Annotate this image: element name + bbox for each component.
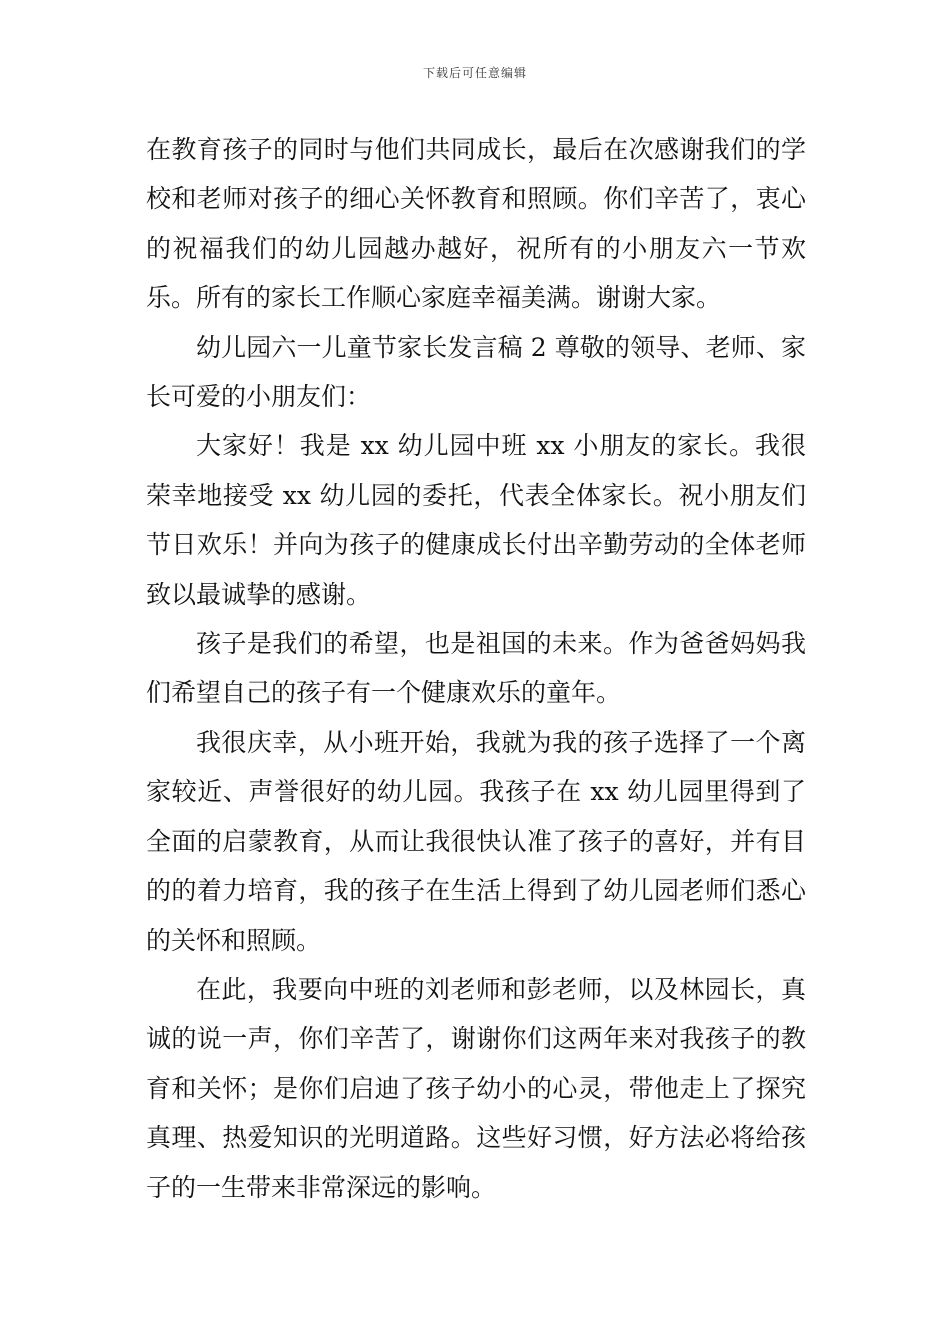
paragraph-speech-title: 幼儿园六一儿童节家长发言稿 2 尊敬的领导、老师、家长可爱的小朋友们： bbox=[146, 332, 806, 412]
paragraph-hope: 孩子是我们的希望，也是祖国的未来。作为爸爸妈妈我们希望自己的孩子有一个健康欢乐的童年。 bbox=[146, 629, 806, 708]
page-header: 下载后可任意编辑 bbox=[422, 66, 527, 80]
document-body bbox=[146, 125, 806, 1212]
paragraph-greeting: 大家好！我是 xx 幼儿园中班 xx 小朋友的家长。我很荣幸地接受 xx 幼儿园的委托，代表全体家长。祝小朋友们节日欢乐！并向为孩子的健康成长付出辛勤劳动的全体老师致以最诚挚的感谢。 bbox=[146, 431, 806, 609]
paragraph-thanks-teachers: 在此，我要向中班的刘老师和彭老师，以及林园长，真诚的说一声，你们辛苦了，谢谢你们这两年来对我孩子的教育和关怀；是你们启迪了孩子幼小的心灵，带他走上了探究真理、热爱知识的光明道路。这些好习惯，好方法必将给孩子的一生带来非常深远的影响。 bbox=[146, 974, 806, 1202]
paragraph-continuation: 在教育孩子的同时与他们共同成长，最后在次感谢我们的学校和老师对孩子的细心关怀教育和照顾。你们辛苦了，衷心的祝福我们的幼儿园越办越好，祝所有的小朋友六一节欢乐。所有的家长工作顺心家庭幸福美满。谢谢大家。 bbox=[146, 135, 806, 313]
paragraph-kindergarten-choice: 我很庆幸，从小班开始，我就为我的孩子选择了一个离家较近、声誉很好的幼儿园。我孩子在 xx 幼儿园里得到了全面的启蒙教育，从而让我很快认准了孩子的喜好，并有目的的着力培育，我的孩子在生活上得到了幼儿园老师们悉心的关怀和照顾。 bbox=[146, 727, 806, 955]
